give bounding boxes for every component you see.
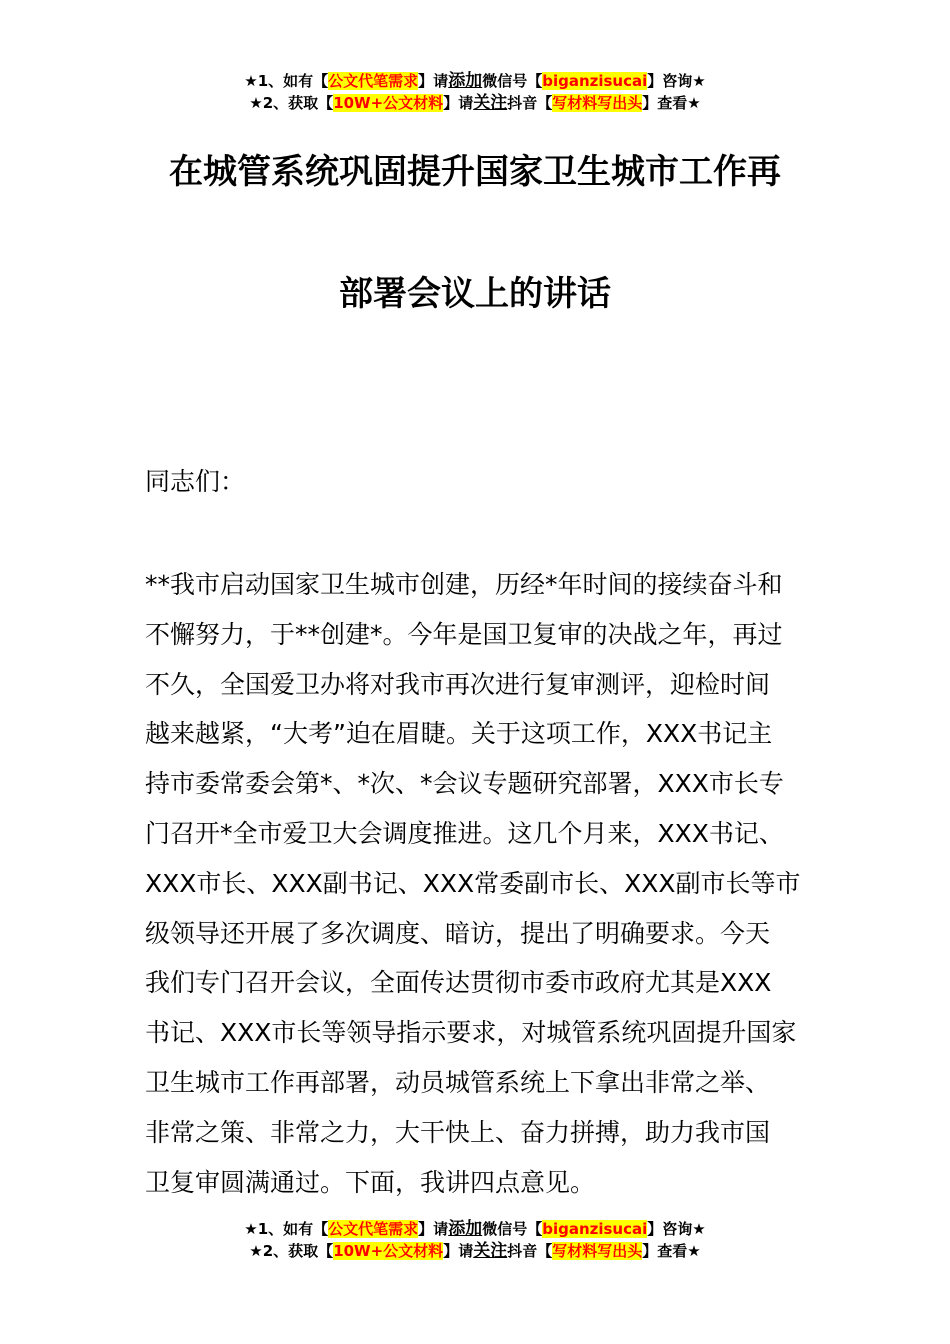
banner-highlight: 公文代笔需求 xyxy=(328,1220,419,1238)
banner-highlight: biganzisucai xyxy=(542,72,648,90)
document-title-line-1: 在城管系统巩固提升国家卫生城市工作再 xyxy=(169,152,781,192)
banner-text: 】查看★ xyxy=(642,1242,701,1260)
banner-highlight: 10W+公文材料 xyxy=(333,94,444,112)
banner-text: ★1、如有【 xyxy=(244,72,329,90)
paragraph-line: 级领导还开展了多次调度、暗访，提出了明确要求。今天 xyxy=(145,918,771,948)
paragraph-line: 不懈努力，于**创建*。今年是国卫复审的决战之年，再过 xyxy=(145,619,783,649)
banner-emphasis: 关注 xyxy=(473,93,508,113)
banner-highlight: 10W+公文材料 xyxy=(333,1242,444,1260)
banner-line-1 xyxy=(0,70,950,92)
banner-line-2 xyxy=(0,1240,950,1262)
paragraph-line: 越来越紧，“大考”迫在眉睫。关于这项工作，XXX书记主 xyxy=(145,719,773,749)
banner-text: ★1、如有【 xyxy=(244,1220,329,1238)
banner-text: 】请 xyxy=(443,1242,474,1260)
paragraph-line: **我市启动国家卫生城市创建，历经*年时间的接续奋斗和 xyxy=(145,570,783,599)
paragraph-line: 卫复审圆满通过。下面，我讲四点意见。 xyxy=(145,1167,596,1197)
banner-text: 微信号【 xyxy=(482,1220,543,1238)
banner-line-1 xyxy=(0,1218,950,1240)
banner-text: 】请 xyxy=(418,1220,449,1238)
body-paragraph xyxy=(145,560,813,1207)
paragraph-line: 不久，全国爱卫办将对我市再次进行复审测评，迎检时间 xyxy=(145,669,771,699)
banner-highlight: 公文代笔需求 xyxy=(328,72,419,90)
banner-text: 】咨询★ xyxy=(647,1220,706,1238)
banner-emphasis: 添加 xyxy=(448,1219,483,1239)
banner-text: 】请 xyxy=(443,94,474,112)
banner-emphasis: 添加 xyxy=(448,71,483,91)
banner-text: 微信号【 xyxy=(482,72,543,90)
banner-text: ★2、获取【 xyxy=(249,1242,334,1260)
banner-text: 】查看★ xyxy=(642,94,701,112)
paragraph-line: 门召开*全市爱卫大会调度推进。这几个月来，XXX书记、 xyxy=(145,818,784,848)
banner-highlight: 写材料写出头 xyxy=(552,1242,643,1260)
paragraph-line: 书记、XXX市长等领导指示要求，对城管系统巩固提升国家 xyxy=(145,1018,797,1048)
paragraph-line: XXX市长、XXX副书记、XXX常委副市长、XXX副市长等市 xyxy=(145,868,801,898)
paragraph-line: 持市委常委会第*、*次、*会议专题研究部署，XXX市长专 xyxy=(145,769,784,799)
banner-text: 】咨询★ xyxy=(647,72,706,90)
document-title-line-2: 部署会议上的讲话 xyxy=(339,274,611,314)
banner-text: ★2、获取【 xyxy=(249,94,334,112)
banner-text: 】请 xyxy=(418,72,449,90)
paragraph-line: 我们专门召开会议，全面传达贯彻市委市政府尤其是XXX xyxy=(145,968,772,998)
footer-banner xyxy=(0,1218,950,1262)
banner-emphasis: 关注 xyxy=(473,1241,508,1261)
banner-line-2 xyxy=(0,92,950,114)
salutation: 同志们： xyxy=(145,467,246,496)
banner-highlight: 写材料写出头 xyxy=(552,94,643,112)
banner-text: 抖音【 xyxy=(507,1242,553,1260)
paragraph-line: 卫生城市工作再部署，动员城管系统上下拿出非常之举、 xyxy=(145,1067,771,1097)
banner-text: 抖音【 xyxy=(507,94,553,112)
paragraph-line: 非常之策、非常之力，大干快上、奋力拼搏，助力我市国 xyxy=(145,1117,771,1147)
banner-highlight: biganzisucai xyxy=(542,1220,648,1238)
header-banner xyxy=(0,70,950,114)
